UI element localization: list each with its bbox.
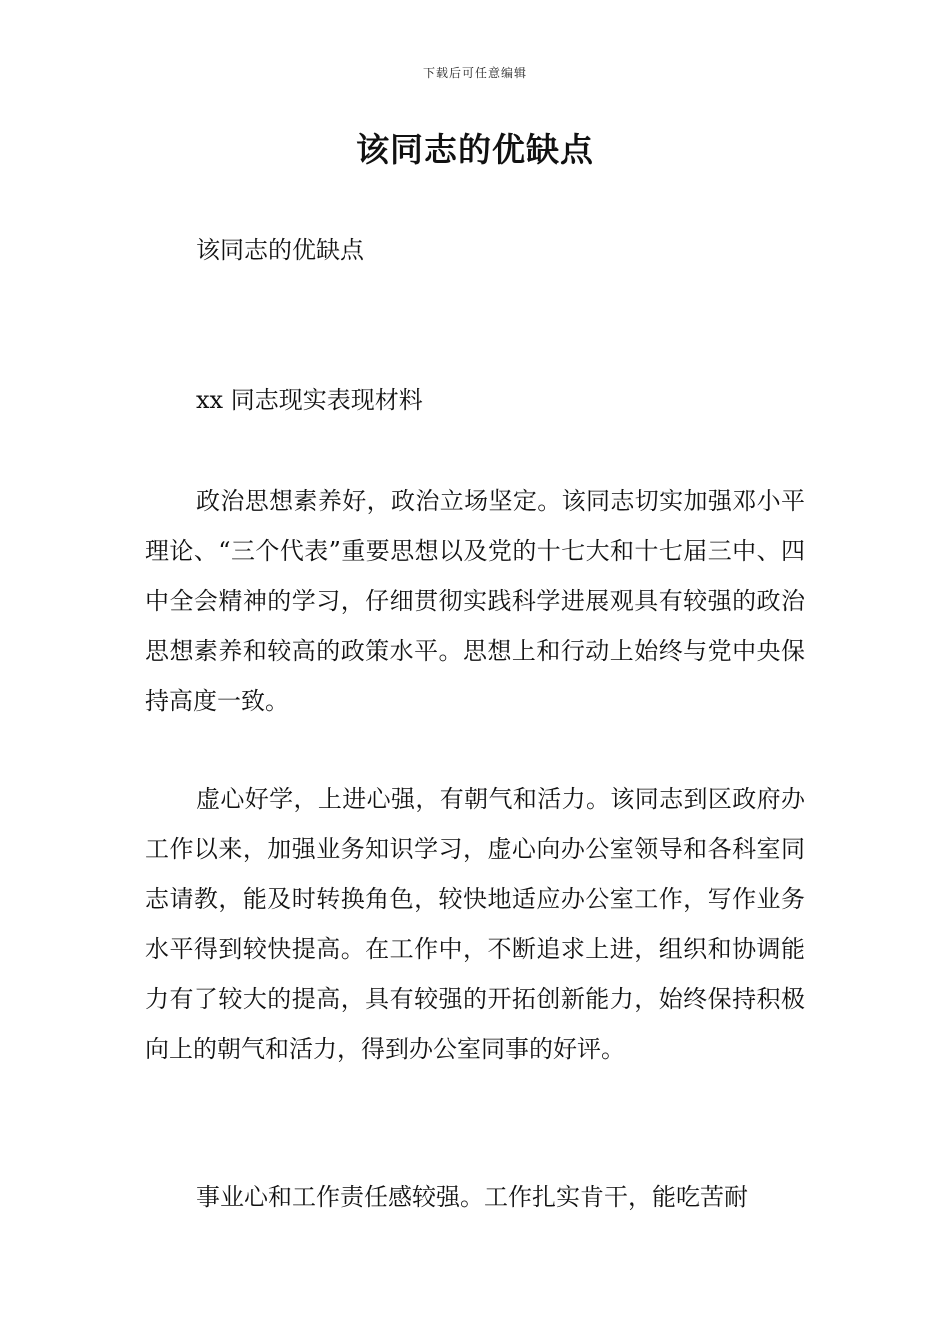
paragraph-political: 政治思想素养好，政治立场坚定。该同志切实加强邓小平理论、“三个代表”重要思想以及党的十七大和十七届三中、四中全会精神的学习，仔细贯彻实践科学进展观具有较强的政治思想素养和较高的政策水平。思想上和行动上始终与党中央保持高度一致。 [145,487,805,715]
material-title: xx 同志现实表现材料 [196,386,423,414]
document-subtitle: 该同志的优缺点 [196,236,364,264]
document-title: 该同志的优缺点 [356,130,594,169]
paragraph-responsibility: 事业心和工作责任感较强。工作扎实肯干，能吃苦耐 [196,1183,748,1211]
paragraph-learning: 虚心好学，上进心强，有朝气和活力。该同志到区政府办工作以来，加强业务知识学习，虚心向办公室领导和各科室同志请教，能及时转换角色，较快地适应办公室工作，写作业务水平得到较快提高。在工作中，不断追求上进，组织和协调能力有了较大的提高，具有较强的开拓创新能力，始终保持积极向上的朝气和活力，得到办公室同事的好评。 [145,785,805,1063]
header-note: 下载后可任意编辑 [422,66,527,80]
